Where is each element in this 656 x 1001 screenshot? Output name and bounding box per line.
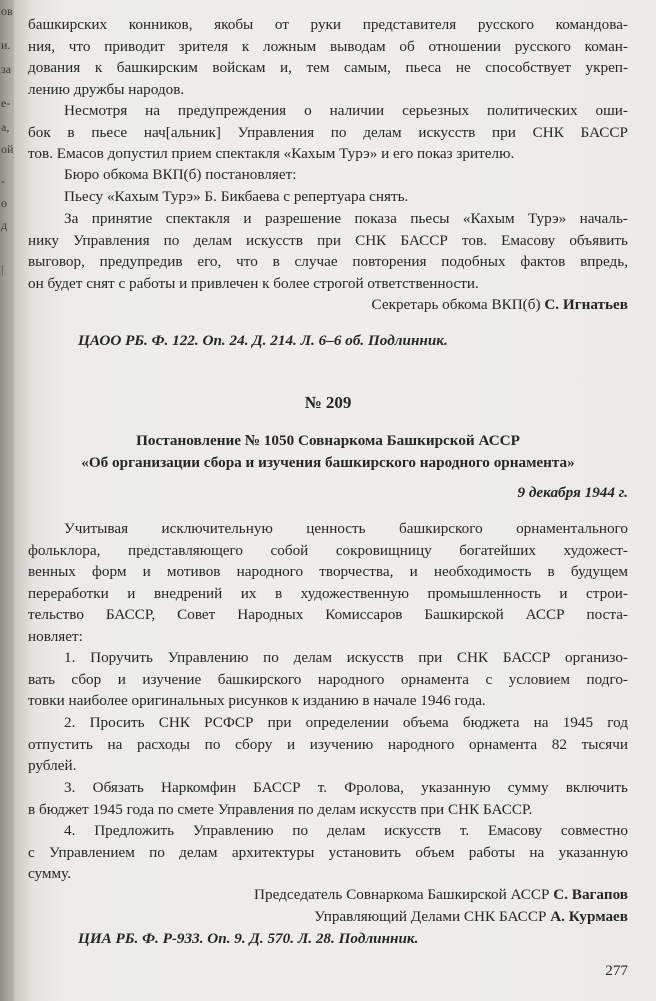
signature-name: С. Игнатьев <box>544 296 628 313</box>
margin-fragment: е- <box>1 96 11 110</box>
list-item-3: 3. Обязать Наркомфин БАССР т. Фролова, указанную сумму включить в бюджет 1945 года по смете Управления по делам искусств при СНК БАССР. <box>28 779 628 818</box>
list-item-4: 4. Предложить Управлению по делам искусств т. Емасову совместно с Управлением по делам архитектуры установить объем работы на указанную сумму. <box>28 822 628 882</box>
signature-name: С. Вагапов <box>553 886 628 903</box>
margin-fragment: за <box>1 62 12 76</box>
book-page <box>14 0 656 1001</box>
margin-fragment: ой <box>1 142 14 156</box>
margin-fragment: | <box>1 262 4 276</box>
margin-fragment: и. <box>1 38 11 52</box>
margin-fragment: о <box>1 196 7 210</box>
resolve-line: Бюро обкома ВКП(б) постановляет: <box>64 166 297 183</box>
list-item-1: 1. Поручить Управлению по делам искусств при СНК БАССР организо- вать сбор и изучение башкирского народного орнамента с условием подго- товки наиболее оригинальных рисунков к изданию в начале 1946 года. <box>28 649 628 709</box>
signature-secretary: Секретарь обкома ВКП(б) С. Игнатьев <box>371 296 628 313</box>
margin-fragment: а, <box>1 120 10 134</box>
margin-fragment: ов <box>1 4 13 18</box>
margin-fragment: - <box>1 174 5 188</box>
remove-line: Пьесу «Кахым Турэ» Б. Бикбаева с репертуара снять. <box>64 188 409 205</box>
left-page-edge <box>0 0 14 1001</box>
page-number: 277 <box>605 962 628 979</box>
document-number: № 209 <box>304 393 352 412</box>
paragraph-intro: Учитывая исключительную ценность башкирского орнаментального фольклора, представляющего собой сокровищницу богатейших художест- венных форм и мотивов народного творчества, и необходимость в будущем переработки и внедрений их в художественную промышленность и строи- тельство БАССР, Совет Народных Комиссаров Башкирской АССР поста- новляет: <box>28 520 628 645</box>
document-date: 9 декабря 1944 г. <box>517 484 628 501</box>
margin-fragment: д <box>1 218 8 232</box>
archive-reference-2: ЦИА РБ. Ф. Р-933. Оп. 9. Д. 570. Л. 28. Подлинник. <box>78 930 419 947</box>
paragraph-top: башкирских конников, якобы от руки представителя русского командова- ния, что приводит зрителя к ложным выводам об отношении русского коман- дования к башкирским войскам и, тем самым, пьеса не способствует укреп- лению дружбы народов. <box>28 16 628 98</box>
paragraph-reprimand: За принятие спектакля и разрешение показа пьесы «Кахым Турэ» началь- нику Управления по делам искусств при СНК БАССР тов. Емасову объявить выговор, предупредив его, что в случае повторения подобных фактов впредь, он будет снят с работы и привлечен к более строгой ответственности. <box>28 210 628 292</box>
list-item-2: 2. Просить СНК РСФСР при определении объема бюджета на 1945 год отпустить на расходы по сбору и изучению народного орнамента 82 тысячи рублей. <box>28 714 628 774</box>
document-title: Постановление № 1050 Совнаркома Башкирской АССР «Об организации сбора и изучения башкирского народного орнамента» <box>81 432 575 471</box>
signature-manager: Управляющий Делами СНК БАССР А. Курмаев <box>314 908 628 925</box>
signature-chairman: Председатель Совнаркома Башкирской АССР С. Вагапов <box>254 886 628 903</box>
signature-name: А. Курмаев <box>550 908 628 925</box>
paragraph-warning: Несмотря на предупреждения о наличии серьезных политических оши- бок в пьесе нач[альник] Управления по делам искусств при СНК БАССР тов. Емасов допустил прием спектакля «Кахым Турэ» и его показ зрителю. <box>28 102 628 162</box>
archive-reference-1: ЦАОО РБ. Ф. 122. Оп. 24. Д. 214. Л. 6–6 об. Подлинник. <box>78 332 448 349</box>
